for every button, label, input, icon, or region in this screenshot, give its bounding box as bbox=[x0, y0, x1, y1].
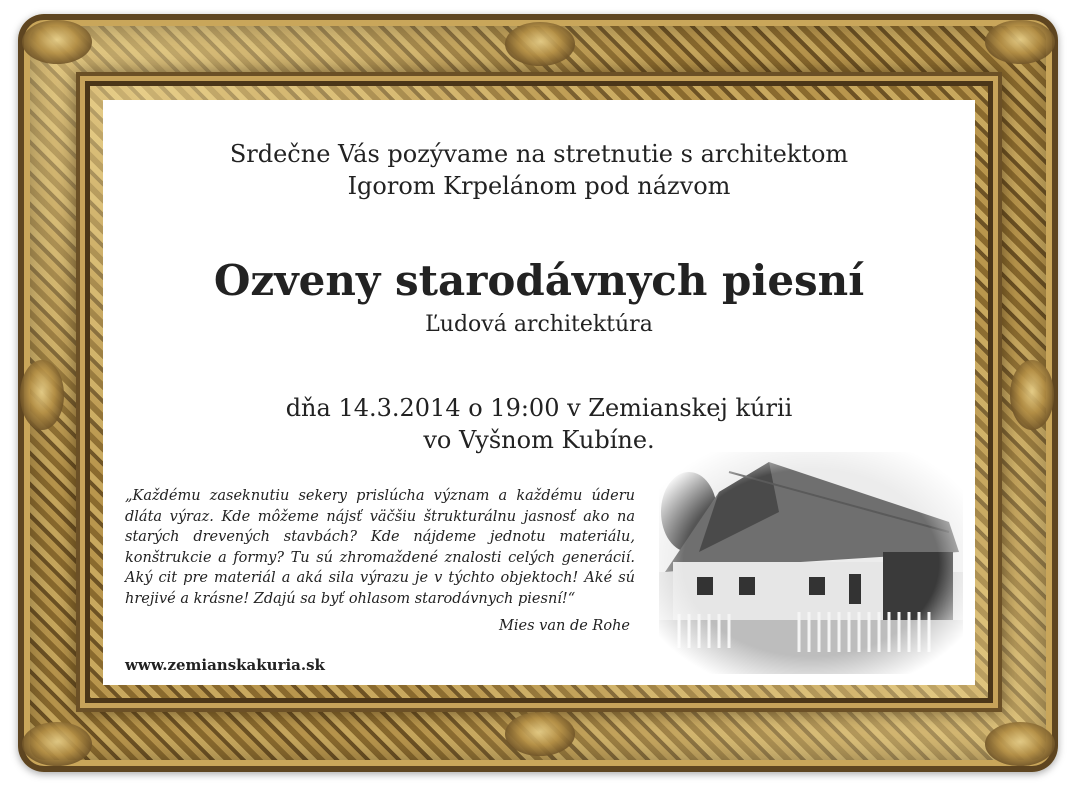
intro-text bbox=[103, 138, 975, 202]
event-line-1: dňa 14.3.2014 o 19:00 v Zemianskej kúrii bbox=[285, 394, 793, 422]
frame-ornament-corner-bl bbox=[22, 722, 92, 766]
event-title: Ozveny starodávnych piesní bbox=[213, 256, 865, 305]
quote-text: „Každému zaseknutiu sekery prislúcha význam a každému úderu dláta výraz. Kde môžeme nájsť väčšiu štrukturálnu jasnosť ako na starých drevených stavbách? Kde nájdeme jednotu materiálu, konštrukcie a formy? Tu sú zhromaždené znalosti celých generácií. Aký cit pre materiál a aká sila výrazu je v týchto objektoch! Aké sú hrejivé a krásne! Zdajú sa byť ohlasom starodávnych piesní!“ bbox=[125, 488, 635, 607]
wooden-house-photo bbox=[659, 452, 963, 674]
event-date-place bbox=[103, 392, 975, 456]
frame-ornament-top bbox=[505, 22, 575, 66]
quote-author: Mies van de Rohe bbox=[499, 618, 630, 634]
event-subtitle: Ľudová architektúra bbox=[425, 312, 653, 337]
frame-ornament-bottom bbox=[505, 712, 575, 756]
frame-ornament-corner-tr bbox=[985, 20, 1055, 64]
event-line-2: vo Vyšnom Kubíne. bbox=[423, 426, 655, 454]
frame-ornament-corner-br bbox=[985, 722, 1055, 766]
intro-line-2: Igorom Krpelánom pod názvom bbox=[347, 172, 731, 200]
frame-ornament-left bbox=[20, 360, 64, 430]
frame-ornament-right bbox=[1010, 360, 1054, 430]
intro-line-1: Srdečne Vás pozývame na stretnutie s architektom bbox=[229, 140, 849, 168]
invitation-canvas bbox=[103, 100, 975, 685]
frame-ornament-corner-tl bbox=[22, 20, 92, 64]
website-link[interactable]: www.zemianskakuria.sk bbox=[125, 656, 325, 674]
